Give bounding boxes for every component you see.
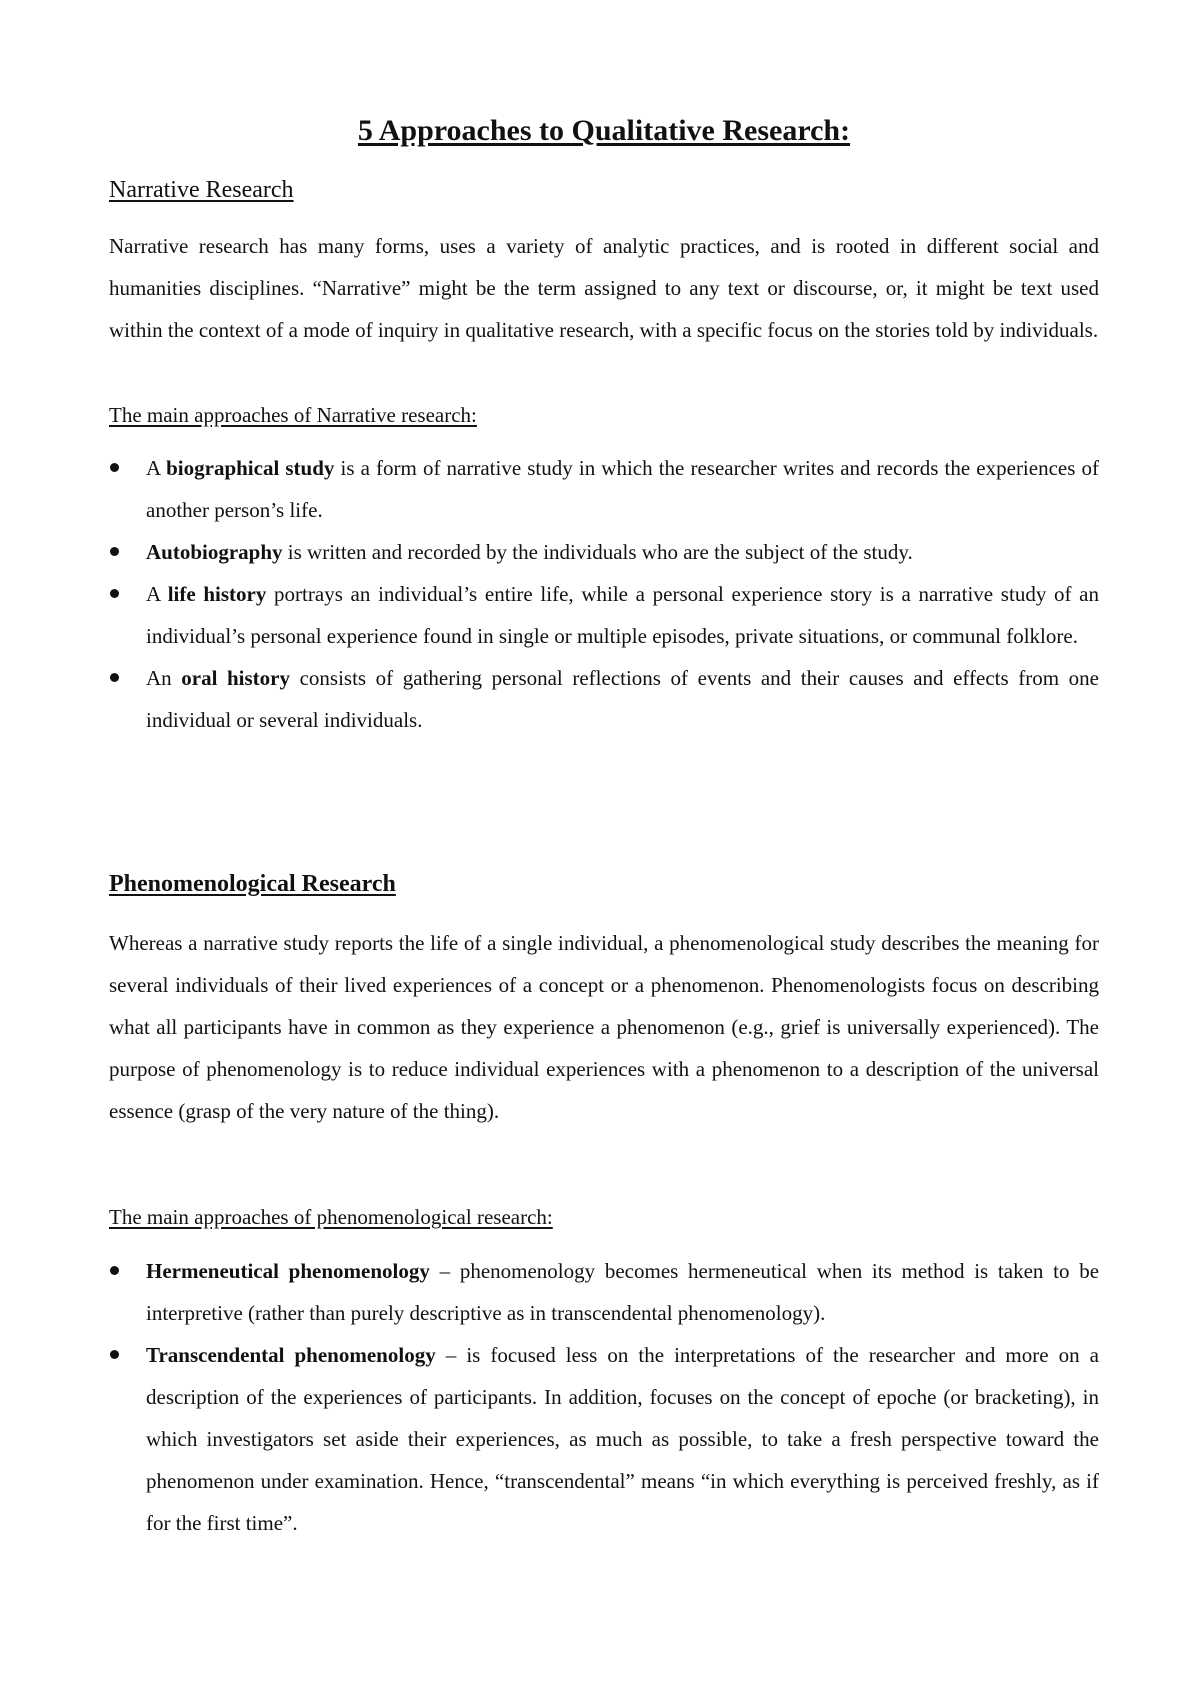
bullet-text: – is focused less on the interpretations of the researcher and more on a description of the experiences of participants. In addition, focuses on the concept of epoche (or bracketing), in which investigators set aside their experiences, as much as possible, to take a fresh perspective toward the phenomenon under examination. Hence, “transcendental” means “in which everything is perceived freshly, as if for the first time”. — [146, 1343, 1099, 1535]
list-item — [109, 447, 1099, 531]
approaches-label-narrative: The main approaches of Narrative research: — [109, 403, 477, 427]
bullet-text: is a form of narrative study in which the researcher writes and records the experiences of another person’s life. — [146, 456, 1099, 522]
approaches-label-phenomenological: The main approaches of phenomenological research: — [109, 1205, 553, 1229]
bullet-term: Hermeneutical phenomenology — [146, 1259, 430, 1283]
section-paragraph-phenomenological: Whereas a narrative study reports the life of a single individual, a phenomenological study describes the meaning for several individuals of their lived experiences of a concept or a phenomenon. Phenomenologists focus on describing what all participants have in common as they experience a phenomenon (e.g., grief is universally experienced). The purpose of phenomenology is to reduce individual experiences with a phenomenon to a description of the universal essence (grasp of the very nature of the thing). — [109, 931, 1099, 1123]
bullet-text: portrays an individual’s entire life, while a personal experience story is a narrative study of an individual’s personal experience found in single or multiple episodes, private situations, or communal folklore. — [146, 582, 1099, 648]
bullet-icon — [110, 547, 119, 556]
bullet-prefix: A — [146, 582, 168, 606]
bullet-text: consists of gathering personal reflections of events and their causes and effects from one individual or several individuals. — [146, 666, 1099, 732]
section-paragraph-narrative: Narrative research has many forms, uses a variety of analytic practices, and is rooted in different social and humanities disciplines. “Narrative” might be the term assigned to any text or discourse, or, it might be text used within the context of a mode of inquiry in qualitative research, with a specific focus on the stories told by individuals. — [109, 234, 1099, 342]
bullet-icon — [110, 673, 119, 682]
bullet-icon — [110, 1350, 119, 1359]
bullet-term: biographical study — [166, 456, 335, 480]
document-title: 5 Approaches to Qualitative Research: — [357, 114, 851, 147]
list-item — [109, 573, 1099, 657]
bullet-text: – phenomenology becomes hermeneutical when its method is taken to be interpretive (rather than purely descriptive as in transcendental phenomenology). — [146, 1259, 1100, 1325]
list-item — [109, 657, 1099, 741]
bullet-list-narrative — [109, 447, 1099, 741]
bullet-icon — [110, 463, 119, 472]
bullet-prefix: A — [146, 456, 167, 480]
section-heading-narrative: Narrative Research — [109, 177, 294, 203]
list-item — [109, 1334, 1099, 1544]
bullet-text: is written and recorded by the individuals who are the subject of the study. — [282, 540, 913, 564]
bullet-term: oral history — [181, 666, 290, 690]
list-item — [109, 531, 1099, 573]
bullet-icon — [110, 1266, 119, 1275]
section-heading-phenomenological: Phenomenological Research — [109, 871, 396, 897]
bullet-term: Autobiography — [146, 540, 283, 564]
bullet-list-phenomenological — [109, 1250, 1099, 1544]
bullet-prefix: An — [146, 666, 182, 690]
list-item — [109, 1250, 1099, 1334]
bullet-term: life history — [167, 582, 267, 606]
bullet-icon — [110, 589, 119, 598]
bullet-term: Transcendental phenomenology — [146, 1343, 436, 1367]
